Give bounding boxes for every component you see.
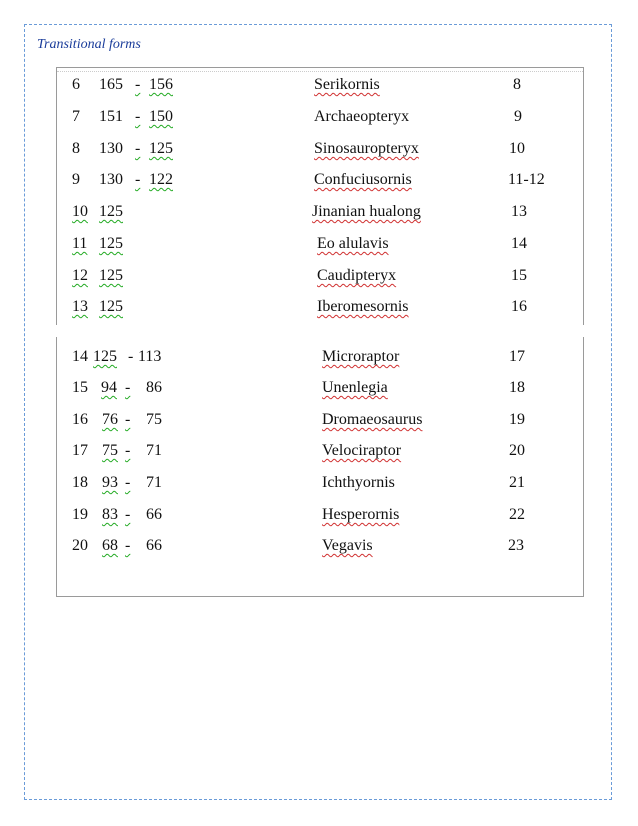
reference-number: 10 (509, 140, 525, 157)
reference-number: 22 (509, 506, 525, 523)
row-number: 16 (72, 411, 88, 428)
age-dash: - (125, 442, 131, 459)
species-name: Eo alulavis (317, 235, 389, 252)
table-row (0, 504, 638, 526)
age-start: 125 (93, 348, 117, 365)
row-number: 7 (72, 108, 80, 125)
age-end: 71 (146, 474, 162, 491)
age-start: 75 (102, 442, 118, 459)
age-start: 68 (102, 537, 118, 554)
age-start: 94 (101, 379, 117, 396)
age-end: 66 (146, 537, 162, 554)
table-row (0, 346, 638, 368)
age-end: 75 (146, 411, 162, 428)
age-dash: - (125, 411, 131, 428)
row-number: 6 (72, 76, 80, 93)
age-value: 125 (99, 203, 123, 220)
age-dash: - (125, 474, 131, 491)
age-end: 113 (138, 348, 162, 365)
row-number: 18 (72, 474, 88, 491)
table-ruler-line (57, 68, 583, 72)
age-end: 156 (149, 76, 173, 93)
table-row (0, 138, 638, 160)
age-start: 93 (102, 474, 118, 491)
row-number: 10 (72, 203, 88, 220)
reference-number: 9 (514, 108, 522, 125)
row-number: 12 (72, 267, 88, 284)
age-end: 66 (146, 506, 162, 523)
reference-number: 11-12 (508, 171, 545, 188)
species-name: Archaeopteryx (314, 108, 410, 125)
table-row (0, 233, 638, 255)
age-value: 125 (99, 235, 123, 252)
table-row (0, 472, 638, 494)
reference-number: 21 (509, 474, 525, 491)
age-end: 71 (146, 442, 162, 459)
table-row (0, 377, 638, 399)
species-name: Velociraptor (322, 442, 402, 459)
table-row (0, 440, 638, 462)
age-start: 151 (99, 108, 123, 125)
age-dash: - (125, 379, 131, 396)
table-row (0, 106, 638, 128)
table-row (0, 535, 638, 557)
age-dash: - (135, 76, 141, 93)
row-number: 13 (72, 298, 88, 315)
table-row (0, 296, 638, 318)
species-name: Hesperornis (322, 506, 400, 523)
row-number: 20 (72, 537, 88, 554)
age-dash: - (135, 108, 141, 125)
page-title: Transitional forms (37, 37, 141, 52)
table-lower-frame (56, 337, 584, 597)
table-row (0, 201, 638, 223)
species-name: Unenlegia (322, 379, 388, 396)
table-row (0, 169, 638, 191)
table-row (0, 265, 638, 287)
species-name: Confuciusornis (314, 171, 412, 188)
age-start: 130 (99, 171, 123, 188)
age-value: 125 (99, 298, 123, 315)
species-name: Microraptor (322, 348, 400, 365)
reference-number: 18 (509, 379, 525, 396)
reference-number: 16 (511, 298, 527, 315)
age-dash: - (125, 537, 131, 554)
reference-number: 14 (511, 235, 527, 252)
reference-number: 15 (511, 267, 527, 284)
species-name: Serikornis (314, 76, 380, 93)
reference-number: 8 (513, 76, 521, 93)
age-start: 165 (99, 76, 123, 93)
age-start: 76 (102, 411, 118, 428)
row-number: 11 (72, 235, 88, 252)
reference-number: 19 (509, 411, 525, 428)
species-name: Sinosauropteryx (314, 140, 419, 157)
age-end: 150 (149, 108, 173, 125)
reference-number: 23 (508, 537, 524, 554)
species-name: Caudipteryx (317, 267, 397, 284)
row-number: 17 (72, 442, 88, 459)
age-dash: - (135, 140, 141, 157)
row-number: 8 (72, 140, 80, 157)
age-value: 125 (99, 267, 123, 284)
row-number: 9 (72, 171, 80, 188)
table-row (0, 74, 638, 96)
species-name: Ichthyornis (322, 474, 395, 491)
species-name: Vegavis (322, 537, 373, 554)
age-dash: - (135, 171, 141, 188)
reference-number: 13 (511, 203, 527, 220)
row-number: 14 (72, 348, 88, 365)
age-end: 125 (149, 140, 173, 157)
age-end: 122 (149, 171, 173, 188)
reference-number: 20 (509, 442, 525, 459)
age-end: 86 (146, 379, 162, 396)
reference-number: 17 (509, 348, 525, 365)
row-number: 15 (72, 379, 88, 396)
age-dash: - (125, 506, 131, 523)
table-row (0, 409, 638, 431)
age-dash: - (128, 348, 134, 365)
species-name: Dromaeosaurus (322, 411, 423, 428)
age-start: 130 (99, 140, 123, 157)
species-name: Jinanian hualong (312, 203, 421, 220)
age-start: 83 (102, 506, 118, 523)
row-number: 19 (72, 506, 88, 523)
species-name: Iberomesornis (317, 298, 409, 315)
